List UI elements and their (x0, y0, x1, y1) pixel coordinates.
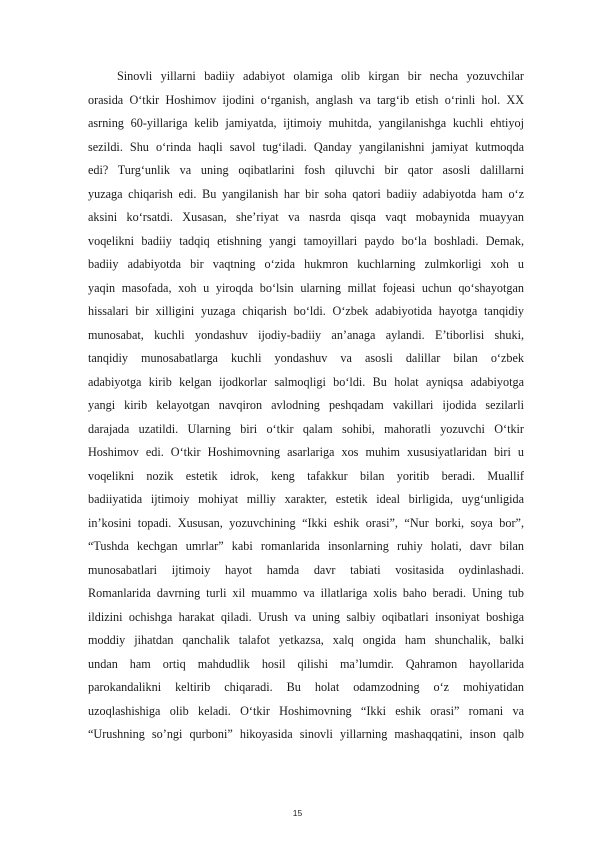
text-line: Sinovli yillarni badiiy adabiyot olamiga olib kirgan bir necha yozuvchilar (117, 69, 524, 83)
text-line: yuzaga chiqarish edi. Bu yangilanish har bir soha qatori badiiy adabiyotda ham o‘z (88, 186, 524, 201)
text-line: uzoqlashishiga olib keladi. O‘tkir Hoshimovning “Ikki eshik orasi” romani va (88, 703, 524, 718)
text-line: aksini ko‘rsatdi. Xusasan, she’riyat va nasrda qisqa vaqt mobaynida muayyan (88, 210, 524, 224)
text-line: “Tushda kechgan umrlar” kabi romanlarida insonlarning ruhiy holati, davr bilan (88, 539, 524, 553)
text-line: munosabatlari ijtimoiy hayot hamda davr tabiati vositasida oydinlashadi. (88, 562, 524, 577)
text-line: tanqidiy munosabatlarga kuchli yondashuv va asosli dalillar bilan o‘zbek (88, 351, 524, 365)
text-line: Romanlarida davrning turli xil muammo va illatlariga xolis baho beradi. Uning tub (88, 586, 524, 600)
text-line: asrning 60-yillariga kelib jamiyatda, ijtimoiy muhitda, yangilanishga kuchli ehtiyoj (88, 116, 524, 130)
text-line: voqelikni nozik estetik idrok, keng tafakkur bilan yoritib beradi. Muallif (88, 468, 524, 483)
text-line: in’kosini topadi. Xususan, yozuvchining “Ikki eshik orasi”, “Nur borki, soya bor”, (88, 515, 524, 530)
text-line: orasida O‘tkir Hoshimov ijodini o‘rganish, anglash va targ‘ib etish o‘rinli hol. XX (88, 92, 524, 107)
text-line: yaqin masofada, xoh u yiroqda bo‘lsin ularning millat fojeasi uchun qo‘shayotgan (88, 280, 524, 295)
text-line: undan ham ortiq mahdudlik hosil qilishi ma’lumdir. Qahramon hayollarida (88, 656, 524, 671)
text-line: ildizini ochishga harakat qiladi. Urush va uning salbiy oqibatlari insoniyat boshiga (88, 609, 524, 624)
text-line: munosabat, kuchli yondashuv ijodiy-badiiy an’anaga aylandi. E’tiborlisi shuki, (88, 327, 524, 342)
text-line: “Urushning so’ngi qurboni” hikoyasida sinovli yillarning mashaqqatini, inson qalb (88, 727, 524, 741)
text-line: Hoshimov edi. O‘tkir Hoshimovning asarlariga xos muhim xususiyatlaridan biri u (88, 445, 524, 459)
text-line: yangi kirib kelayotgan navqiron avlodning peshqadam vakillari ijodida sezilarli (88, 398, 524, 412)
text-line: badiiyatida ijtimoiy mohiyat milliy xarakter, estetik ideal birligida, uyg‘unligida (88, 492, 524, 506)
text-line: badiiy adabiyotda bir vaqtning o‘zida hukmron kuchlarning zulmkorligi xoh u (88, 257, 524, 271)
text-line: edi? Turg‘unlik va uning oqibatlarini fosh qiluvchi bir qator asosli dalillarni (88, 163, 524, 177)
text-line: sezildi. Shu o‘rinda haqli savol tug‘iladi. Qanday yangilanishni jamiyat kutmoqda (88, 139, 524, 154)
text-line: hissalari bir xilligini yuzaga chiqarish bo‘ldi. O‘zbek adabiyotida hayotga tanqidiy (88, 304, 524, 318)
text-line: adabiyotga kirib kelgan ijodkorlar salmoqligi bo‘ldi. Bu holat ayniqsa adabiyotga (88, 374, 524, 389)
page-number: 15 (292, 808, 303, 818)
text-line: darajada uzatildi. Ularning biri o‘tkir qalam sohibi, mahoratli yozuvchi O‘tkir (88, 421, 524, 436)
body-paragraph (88, 65, 524, 747)
text-line: parokandalikni keltirib chiqaradi. Bu holat odamzodning o‘z mohiyatidan (88, 680, 524, 694)
text-line: moddiy jihatdan qanchalik talafot yetkazsa, xalq ongida ham shunchalik, balki (88, 633, 524, 647)
text-line: voqelikni badiiy tadqiq etishning yangi tamoyillari paydo bo‘la boshladi. Demak, (88, 233, 524, 248)
